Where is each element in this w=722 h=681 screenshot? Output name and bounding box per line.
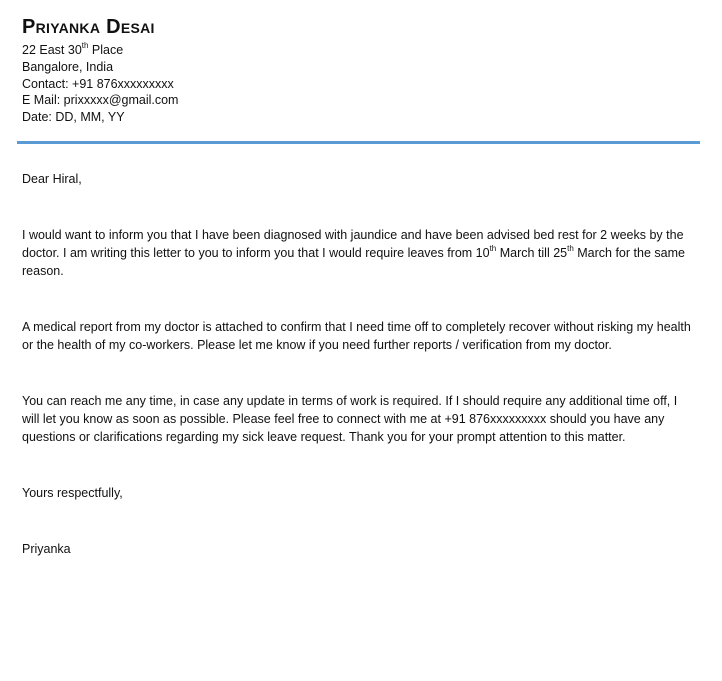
paragraph-1-superscript1: th [489,243,497,253]
paragraph-1-superscript2: th [567,243,574,253]
letter-header [22,14,702,126]
paragraph-2: A medical report from my doctor is attached to confirm that I need time off to completely recover without risking my health or the health of my co-workers. Please let me know if you need further reports / verification from my doctor. [22,320,691,352]
address-line1-text: 22 East 30 [22,43,82,57]
sender-email: E Mail: prixxxxx@gmail.com [22,93,179,108]
sender-address-line2: Bangalore, India [22,59,114,74]
paragraph-1-part2: March till 25 [496,246,568,260]
sender-name: Priyanka Desai [22,16,155,38]
sender-address-line1 [22,42,702,59]
sender-contact: Contact: +91 876xxxxxxxxx [22,76,174,91]
header-divider [17,141,700,144]
letter-date: Date: DD, MM, YY [22,110,125,125]
closing: Yours respectfully, [22,486,123,500]
signature: Priyanka [22,542,71,556]
paragraph-1 [22,226,694,280]
address-line1-suffix: Place [88,43,124,57]
paragraph-1-part3: March for the same reason. [22,246,685,278]
salutation: Dear Hiral, [22,172,82,186]
paragraph-1-part1: I would want to inform you that I have been diagnosed with jaundice and have been advised bed rest for 2 weeks by the doctor. I am writing this letter to you to inform you that I would require leaves from 10 [22,228,684,260]
address-line1-superscript: th [81,40,89,50]
paragraph-3: You can reach me any time, in case any update in terms of work is required. If I should require any additional time off, I will let you know as soon as possible. Please feel free to connect with me at +91 876xxxxxxxxx should you have any questions or clarifications regarding my sick leave request. Thank you for your prompt attention to this matter. [22,394,678,444]
